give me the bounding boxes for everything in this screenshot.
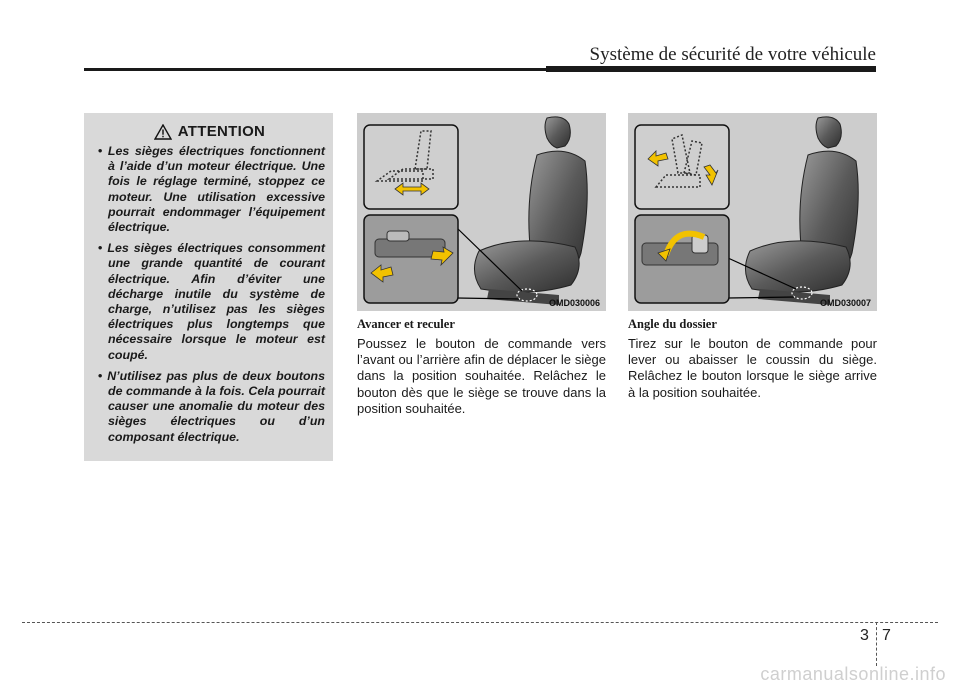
page-number-divider — [876, 622, 877, 666]
figure-code: OMD030007 — [819, 298, 871, 308]
section-recline — [628, 317, 877, 401]
footer-dashed-rule — [22, 622, 938, 623]
figure-seat-recline — [628, 113, 877, 311]
warning-triangle-icon — [154, 124, 172, 140]
watermark: carmanualsonline.info — [760, 664, 946, 684]
section-title: Avancer et reculer — [357, 317, 455, 331]
page-header-title: Système de sécurité de votre véhicule — [589, 44, 876, 65]
section-title: Angle du dossier — [628, 317, 717, 331]
header-rule-accent — [546, 66, 876, 72]
figure-seat-slide — [357, 113, 606, 311]
seat-slide-illustration — [357, 113, 606, 311]
warning-item: • N’utilisez pas plus de deux boutons de commande à la fois. Cela pourrait causer une anomalie du moteur des sièges électriques ou d’un composant électrique. — [94, 369, 325, 445]
page-number: 7 — [882, 627, 891, 644]
section-slide — [357, 317, 606, 417]
figure-code: OMD030006 — [548, 298, 600, 308]
chapter-number: 3 — [860, 627, 869, 644]
section-body: Poussez le bouton de commande vers l’avant ou l’arrière afin de déplacer le siège dans la position souhaitée. Relâchez le bouton dès que le siège se trouve dans la position souhaitée. — [357, 336, 606, 416]
warning-list — [94, 144, 325, 445]
section-body: Tirez sur le bouton de commande pour lever ou abaisser le coussin du siège. Relâchez le bouton lorsque le siège arrive à la position souhaitée. — [628, 336, 877, 400]
seat-recline-illustration — [628, 113, 877, 311]
warning-header — [94, 123, 325, 140]
warning-title: ATTENTION — [177, 123, 266, 140]
warning-item: • Les sièges électriques fonctionnent à l’aide d’un moteur électrique. Une fois le réglage terminé, stoppez ce moteur. Une utilisation excessive pourrait endommager l’équipement électrique. — [94, 144, 325, 235]
warning-box — [84, 113, 333, 461]
warning-item: • Les sièges électriques consomment une grande quantité de courant électrique. Afin d’éviter une décharge inutile du système de charge, n’utilisez pas les sièges électriques plus longtemps que nécessaire lorsque le moteur est coupé. — [94, 241, 325, 363]
